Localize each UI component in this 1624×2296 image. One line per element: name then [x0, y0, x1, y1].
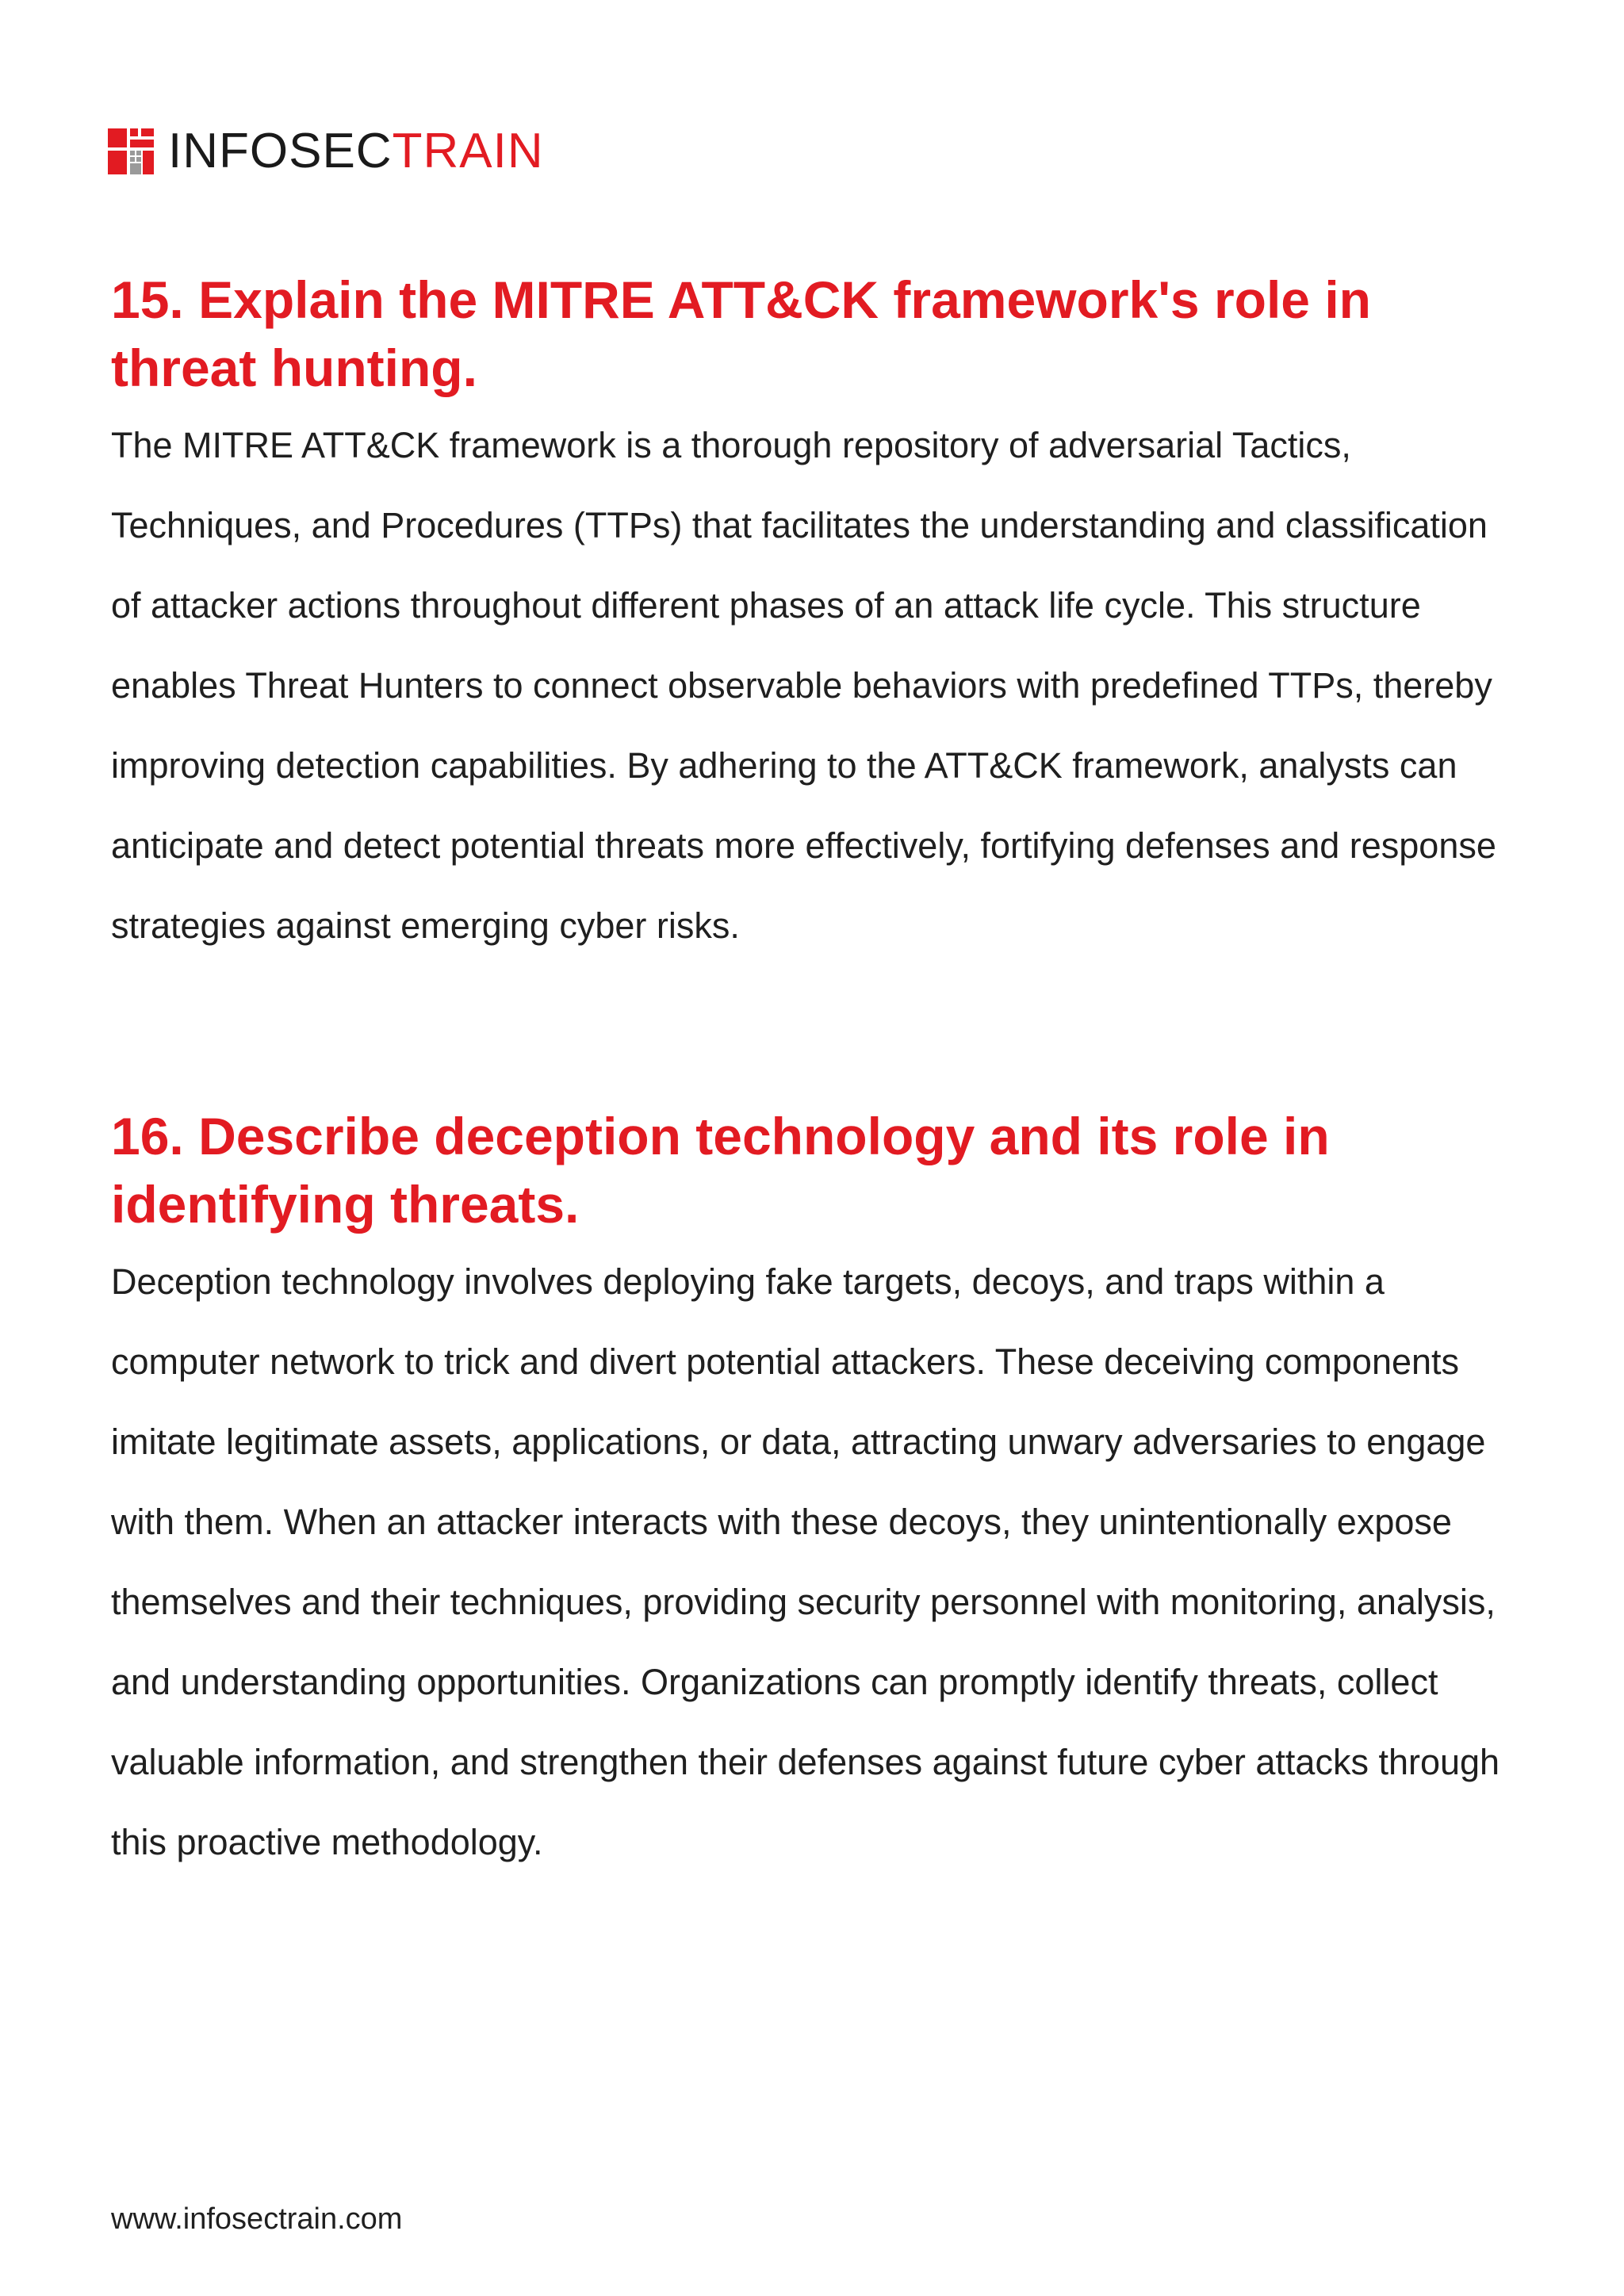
logo	[108, 124, 544, 178]
question-heading: 16. Describe deception technology and its role in identifying threats.	[111, 1107, 1330, 1234]
answer-paragraph: Deception technology involves deploying fake targets, decoys, and traps within a computer network to trick and divert potential attackers. These deceiving components imitate legitimate assets, applications, or data, attracting unwary adversaries to engage with them. When an attacker interacts with these decoys, they unintentionally expose themselves and their techniques, providing security personnel with monitoring, analysis, and understanding opportunities. Organizations can promptly identify threats, collect valuable information, and strengthen their defenses against future cyber attacks through this proactive methodology.	[111, 1261, 1500, 1862]
logo-text-infosec: INFOSEC	[168, 124, 393, 178]
answer-paragraph: The MITRE ATT&CK framework is a thorough repository of adversarial Tactics, Techniques, and Procedures (TTPs) that facilitates the understanding and classification of attacker actions throughout different phases of an attack life cycle. This structure enables Threat Hunters to connect observable behaviors with predefined TTPs, thereby improving detection capabilities. By adhering to the ATT&CK framework, analysts can anticipate and detect potential threats more effectively, fortifying defenses and response strategies against emerging cyber risks.	[111, 425, 1496, 946]
logo-text-train: TRAIN	[392, 124, 544, 178]
logo-wordmark	[168, 124, 544, 178]
footer-url[interactable]: www.infosectrain.com	[111, 2202, 403, 2236]
section-question-15	[111, 266, 1507, 966]
section-question-16	[111, 1102, 1507, 1882]
question-heading: 15. Explain the MITRE ATT&CK framework's role in threat hunting.	[111, 270, 1371, 397]
logo-grid-icon	[108, 128, 154, 174]
